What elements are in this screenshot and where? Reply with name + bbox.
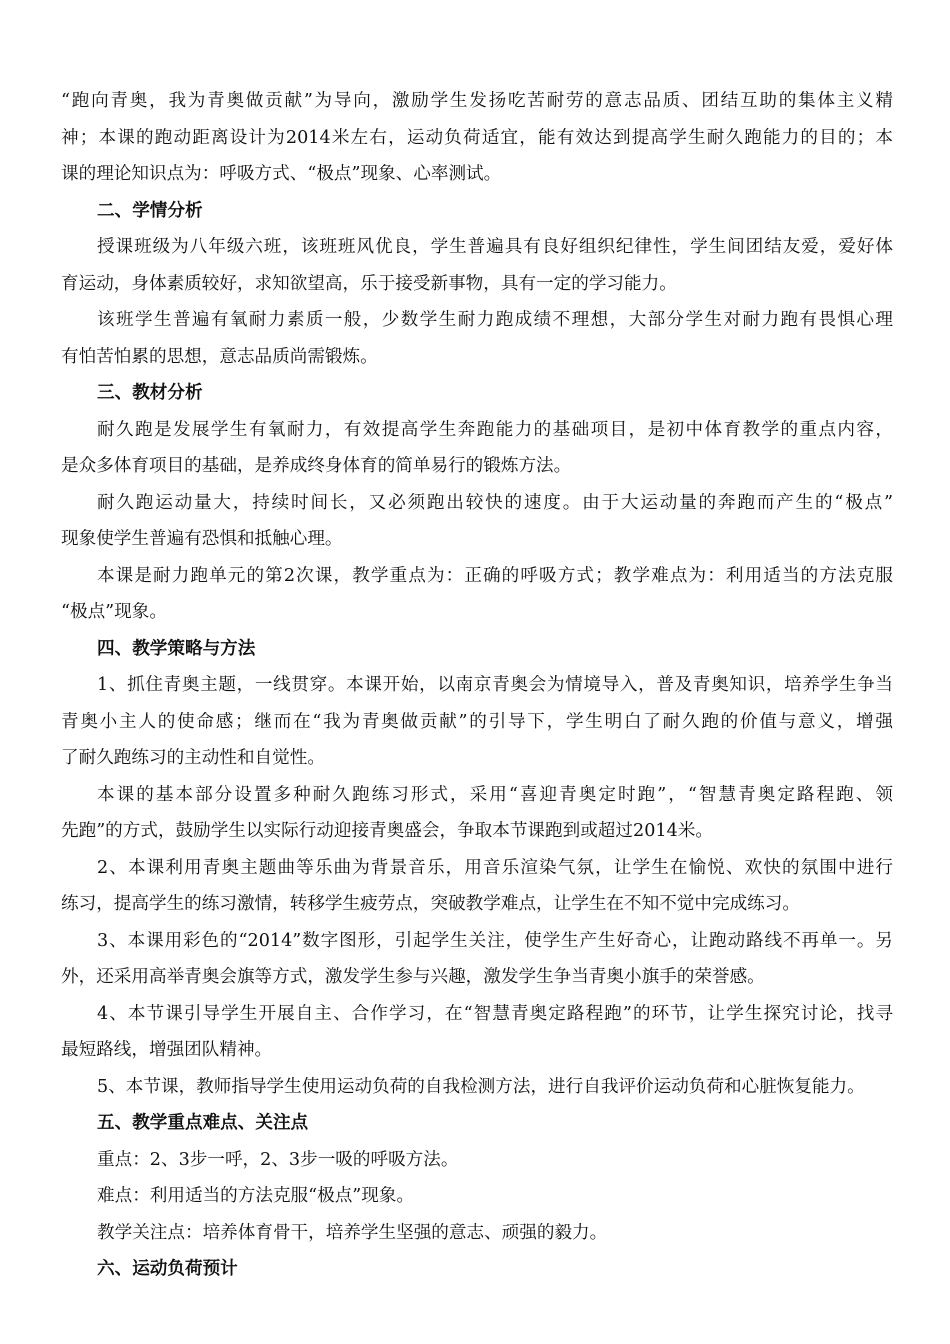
text-line: 青奥小主人的使命感；继而在“我为青奥做贡献”的引导下，学生明白了耐久跑的价值与意义，增强: [61, 711, 893, 732]
text-line: 练习，提高学生的练习激情，转移学生疲劳点，突破教学难点，让学生在不知不觉中完成练习。: [61, 894, 800, 914]
text-line: 课的理论知识点为：呼吸方式、“极点”现象、心率测试。: [61, 164, 502, 184]
text-line: 耐久跑运动量大，持续时间长，又必须跑出较快的速度。由于大运动量的奔跑而产生的“极点”: [97, 492, 893, 513]
text-line: 育运动，身体素质较好，求知欲望高，乐于接受新事物，具有一定的学习能力。: [61, 273, 677, 294]
text-line: 外，还采用高举青奥会旗等方式，激发学生参与兴趣，激发学生争当青奥小旗手的荣誉感。: [61, 967, 765, 987]
text-line: 有怕苦怕累的思想，意志品质尚需锻炼。: [61, 346, 378, 367]
text-line: 本课的基本部分设置多种耐久跑练习形式，采用“喜迎青奥定时跑”，“智慧青奥定路程跑、领: [97, 784, 893, 805]
text-line: 教学关注点：培养体育骨干，培养学生坚强的意志、顽强的毅力。: [97, 1222, 608, 1243]
text-line: 5、本节课，教师指导学生使用运动负荷的自我检测方法，进行自我评价运动负荷和心脏恢复能力。: [97, 1076, 865, 1097]
text-line: 重点：2、3步一呼，2、3步一吸的呼吸方法。: [97, 1149, 459, 1170]
text-line: 4、本节课引导学生开展自主、合作学习，在“智慧青奥定路程跑”的环节，让学生探究讨论，找寻: [97, 1003, 893, 1024]
text-line: 授课班级为八年级六班，该班班风优良，学生普遍具有良好组织纪律性，学生间团结友爱，爱好体: [97, 237, 893, 257]
text-line: 难点：利用适当的方法克服“极点”现象。: [97, 1186, 415, 1206]
text-line: 耐久跑是发展学生有氧耐力，有效提高学生奔跑能力的基础项目，是初中体育教学的重点内容，: [97, 419, 893, 440]
text-line: 该班学生普遍有氧耐力素质一般，少数学生耐力跑成绩不理想，大部分学生对耐力跑有畏惧心理: [97, 310, 893, 330]
text-line: “跑向青奥，我为青奥做贡献”为导向，激励学生发扬吃苦耐劳的意志品质、团结互助的集体主义精: [61, 91, 893, 111]
text-line: 最短路线，增强团队精神。: [61, 1040, 273, 1060]
section-heading-key-points: 五、教学重点难点、关注点: [97, 1112, 309, 1133]
text-line: 了耐久跑练习的主动性和自觉性。: [61, 748, 325, 768]
section-heading-learner-analysis: 二、学情分析: [97, 199, 203, 221]
section-heading-material-analysis: 三、教材分析: [97, 382, 203, 403]
document-body: [61, 83, 893, 1288]
text-line: 1、抓住青奥主题，一线贯穿。本课开始，以南京青奥会为情境导入，普及青奥知识，培养学生争当: [97, 675, 893, 695]
section-heading-exercise-load: 六、运动负荷预计: [97, 1258, 238, 1279]
section-heading-strategy: 四、教学策略与方法: [97, 637, 256, 659]
text-line: 是众多体育项目的基础，是养成终身体育的简单易行的锻炼方法。: [61, 456, 572, 476]
text-line: “极点”现象。: [61, 602, 167, 622]
text-line: 3、本课用彩色的“2014”数字图形，引起学生关注，使学生产生好奇心，让跑动路线不再单一。另: [97, 930, 893, 951]
text-line: 本课是耐力跑单元的第2次课，教学重点为：正确的呼吸方式；教学难点为：利用适当的方法克服: [97, 565, 893, 586]
text-line: 2、本课利用青奥主题曲等乐曲为背景音乐，用音乐渲染气氛，让学生在愉悦、欢快的氛围中进行: [97, 857, 893, 878]
text-line: 神；本课的跑动距离设计为2014米左右，运动负荷适宜，能有效达到提高学生耐久跑能力的目的；本: [61, 127, 893, 148]
text-line: 现象使学生普遍有恐惧和抵触心理。: [61, 529, 343, 549]
text-line: 先跑”的方式，鼓励学生以实际行动迎接青奥盛会，争取本节课跑到或超过2014米。: [61, 821, 713, 841]
